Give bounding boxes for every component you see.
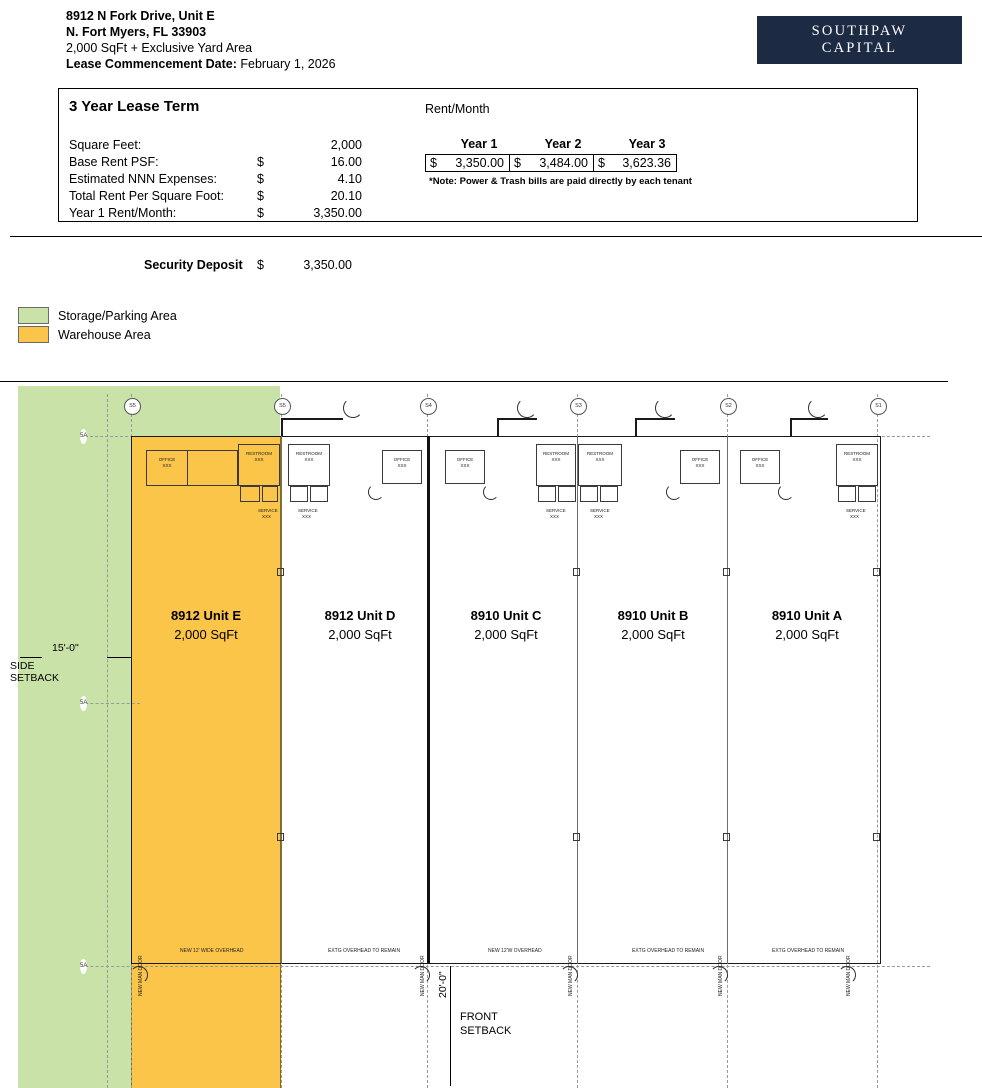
column-marker xyxy=(573,568,580,576)
lease-row-value: 20.10 xyxy=(330,189,362,203)
entry-door-swing xyxy=(343,398,363,418)
document-header xyxy=(0,0,982,272)
office-door-swing xyxy=(778,484,794,500)
dimension-line-vertical xyxy=(450,966,451,1086)
office-label: OFFICE xyxy=(158,457,176,462)
lease-row-value: 4.10 xyxy=(337,172,362,186)
lease-row xyxy=(69,154,369,171)
year-header-1: Year 1 xyxy=(460,137,498,151)
utility-note: *Note: Power & Trash bills are paid directly by each tenant xyxy=(429,176,692,187)
lease-row xyxy=(69,205,369,222)
entry-wall xyxy=(635,418,637,436)
demising-wall-c-b xyxy=(577,436,578,964)
lease-commencement-value: February 1, 2026 xyxy=(240,57,336,71)
column-marker xyxy=(277,568,284,576)
lease-row-currency: $ xyxy=(257,172,264,186)
service-number-b: XXX xyxy=(594,514,604,519)
side-setback-label xyxy=(10,660,59,684)
plan-legend xyxy=(18,306,177,344)
unit-name: 8910 Unit C xyxy=(470,608,542,623)
unit-size: 2,000 SqFt xyxy=(174,627,238,642)
lease-term-title: 3 Year Lease Term xyxy=(69,98,200,115)
office-room-a xyxy=(740,450,780,484)
service-label-a: SERVICE xyxy=(846,508,866,513)
fixture-block-e xyxy=(240,486,260,502)
service-label-c: SERVICE xyxy=(546,508,566,513)
fixture-block-d xyxy=(290,486,308,502)
rent-currency: $ xyxy=(598,156,605,170)
demising-wall-d-c xyxy=(427,436,430,964)
service-number-a: XXX xyxy=(850,514,860,519)
service-number-c: XXX xyxy=(550,514,560,519)
front-setback-line-1: FRONT xyxy=(460,1011,498,1023)
service-label-d: SERVICE xyxy=(298,508,318,513)
southpaw-capital-logo xyxy=(757,16,962,64)
grid-bubble-s5: S5 xyxy=(124,398,141,415)
front-setback-line-2: SETBACK xyxy=(460,1025,512,1037)
man-door-note-c: NEW MAN DOOR xyxy=(568,955,574,996)
grid-bubble-5a-top: 5A xyxy=(80,429,87,444)
grid-bubble-s1: S1 xyxy=(870,398,887,415)
site-floor-plan xyxy=(0,378,982,1088)
year-header-2: Year 2 xyxy=(544,137,582,151)
logo-line-1: SOUTHPAW xyxy=(811,23,908,39)
rent-value: 3,350.00 xyxy=(455,156,504,170)
lease-row xyxy=(69,171,369,188)
year-header-3: Year 3 xyxy=(628,137,666,151)
lease-row-label: Base Rent PSF: xyxy=(69,155,159,169)
lease-summary-rows xyxy=(69,137,369,222)
office-number: XXX xyxy=(695,462,705,468)
entry-wall xyxy=(497,418,537,420)
office-room-d xyxy=(382,450,422,484)
restroom-number: XXX xyxy=(254,456,264,462)
office-number: XXX xyxy=(162,462,172,468)
unit-label-e xyxy=(131,606,281,644)
entry-door-swing xyxy=(517,398,537,418)
grid-bubble-5a-mid: 5A xyxy=(80,696,87,711)
logo-line-2: CAPITAL xyxy=(821,40,898,56)
fixture-block-d-2 xyxy=(310,486,328,502)
fixture-block-e-2 xyxy=(262,486,278,502)
restroom-number: XXX xyxy=(551,456,561,462)
rent-cell-year-1 xyxy=(425,154,509,172)
fixture-block-c xyxy=(538,486,556,502)
unit-label-d xyxy=(285,606,435,644)
entry-wall xyxy=(790,418,828,420)
column-marker xyxy=(723,568,730,576)
man-door-note-a: NEW MAN DOOR xyxy=(846,955,852,996)
restroom-a xyxy=(836,444,878,486)
service-label-b: SERVICE xyxy=(590,508,610,513)
overhead-note-b: EXTG OVERHEAD TO REMAIN xyxy=(632,948,705,954)
unit-size: 2,000 SqFt xyxy=(775,627,839,642)
rent-cell-year-3 xyxy=(593,154,677,172)
restroom-number: XXX xyxy=(595,456,605,462)
office-label: OFFICE xyxy=(751,457,769,462)
column-marker xyxy=(873,568,880,576)
entry-wall xyxy=(281,418,343,420)
entry-door-swing xyxy=(655,398,675,418)
man-door-note-d: NEW MAN DOOR xyxy=(420,955,426,996)
column-marker xyxy=(573,833,580,841)
lease-row-label: Total Rent Per Square Foot: xyxy=(69,189,224,203)
office-door-swing xyxy=(666,484,682,500)
office-label: OFFICE xyxy=(691,457,709,462)
lease-row xyxy=(69,137,369,154)
demising-wall-b-a xyxy=(727,436,728,964)
fixture-block-c-2 xyxy=(558,486,576,502)
entry-wall xyxy=(635,418,675,420)
entry-wall xyxy=(497,418,499,436)
office-number: XXX xyxy=(755,462,765,468)
legend-label-warehouse: Warehouse Area xyxy=(58,327,151,342)
security-deposit-currency: $ xyxy=(257,258,264,272)
lease-row xyxy=(69,188,369,205)
man-door-note-e: NEW MAN DOOR xyxy=(138,955,144,996)
lease-commencement-label: Lease Commencement Date: xyxy=(66,57,237,71)
restroom-label: RESTROOM xyxy=(843,451,870,456)
service-number-d: XXX xyxy=(302,514,312,519)
grid-bubble-s2: S2 xyxy=(720,398,737,415)
fixture-block-b-2 xyxy=(600,486,618,502)
office-label: OFFICE xyxy=(393,457,411,462)
fixture-block-a xyxy=(838,486,856,502)
entry-door-swing xyxy=(808,398,828,418)
rent-value: 3,623.36 xyxy=(622,156,671,170)
plan-top-divider xyxy=(0,381,948,382)
overhead-note-c: NEW 12'W OVERHEAD xyxy=(488,948,542,954)
side-setback-line-2: SETBACK xyxy=(10,672,60,684)
lease-commencement-row xyxy=(66,56,336,72)
rent-cell-year-2 xyxy=(509,154,593,172)
demising-wall-e-d xyxy=(281,436,282,964)
restroom-e xyxy=(238,444,280,486)
office-room-c xyxy=(445,450,485,484)
side-setback-dimension: 15'-0" xyxy=(52,642,79,654)
restroom-label: RESTROOM xyxy=(542,451,569,456)
office-door-swing xyxy=(483,484,499,500)
lease-terms-box xyxy=(58,88,918,222)
unit-name: 8910 Unit A xyxy=(771,608,843,623)
overhead-note-d: EXTG OVERHEAD TO REMAIN xyxy=(328,948,401,954)
unit-label-c xyxy=(431,606,581,644)
rent-currency: $ xyxy=(430,156,437,170)
service-label-e: SERVICE xyxy=(258,508,278,513)
address-line-3: 2,000 SqFt + Exclusive Yard Area xyxy=(66,41,253,55)
unit-size: 2,000 SqFt xyxy=(474,627,538,642)
overhead-note-a: EXTG OVERHEAD TO REMAIN xyxy=(772,948,845,954)
legend-label-storage: Storage/Parking Area xyxy=(58,308,177,323)
front-setback-label xyxy=(460,1010,511,1038)
grid-line-vertical xyxy=(107,394,108,1088)
grid-bubble-s3: S3 xyxy=(570,398,587,415)
building-outline xyxy=(131,436,881,964)
unit-name: 8910 Unit B xyxy=(617,608,689,623)
lease-row-label: Square Feet: xyxy=(69,138,142,152)
security-deposit-label: Security Deposit xyxy=(144,258,243,272)
grid-line-horizontal xyxy=(80,966,140,967)
fixture-block-b xyxy=(580,486,598,502)
legend-swatch-warehouse xyxy=(18,326,49,343)
office-number: XXX xyxy=(460,462,470,468)
address-line-2: N. Fort Myers, FL 33903 xyxy=(66,25,207,39)
address-line-1: 8912 N Fork Drive, Unit E xyxy=(66,9,215,23)
unit-name: 8912 Unit D xyxy=(324,608,396,623)
office-room-b xyxy=(680,450,720,484)
grid-bubble-5a-bot: 5A xyxy=(80,959,87,974)
column-marker xyxy=(873,833,880,841)
annual-rent-cells xyxy=(425,154,677,172)
lease-row-currency: $ xyxy=(257,189,264,203)
rent-currency: $ xyxy=(514,156,521,170)
unit-name: 8912 Unit E xyxy=(170,608,242,623)
restroom-number: XXX xyxy=(304,456,314,462)
lease-row-value: 16.00 xyxy=(330,155,362,169)
lease-row-label: Year 1 Rent/Month: xyxy=(69,206,177,220)
unit-label-b xyxy=(578,606,728,644)
legend-swatch-storage xyxy=(18,307,49,324)
entry-wall xyxy=(790,418,792,436)
legend-item-warehouse xyxy=(18,325,177,344)
unit-size: 2,000 SqFt xyxy=(328,627,392,642)
unit-size: 2,000 SqFt xyxy=(621,627,685,642)
grid-bubble-s5b: S5 xyxy=(274,398,291,415)
lease-row-value: 3,350.00 xyxy=(313,206,362,220)
service-number-e: XXX xyxy=(262,514,272,519)
unit-label-a xyxy=(732,606,882,644)
overhead-note-e: NEW 12' WIDE OVERHEAD xyxy=(180,948,244,954)
column-marker xyxy=(277,833,284,841)
office-room-e-2 xyxy=(188,450,238,486)
security-deposit-row xyxy=(144,258,352,274)
side-setback-line-1: SIDE xyxy=(10,660,35,672)
property-address-block xyxy=(66,8,336,72)
restroom-label: RESTROOM xyxy=(295,451,322,456)
year-headers xyxy=(429,137,689,153)
restroom-number: XXX xyxy=(852,456,862,462)
entry-wall xyxy=(281,418,283,436)
lease-row-label: Estimated NNN Expenses: xyxy=(69,172,217,186)
lease-row-currency: $ xyxy=(257,155,264,169)
rent-value: 3,484.00 xyxy=(539,156,588,170)
front-setback-dimension: 20'-0" xyxy=(437,971,449,998)
office-number: XXX xyxy=(397,462,407,468)
security-deposit-value: 3,350.00 xyxy=(303,258,352,272)
lease-row-value: 2,000 xyxy=(330,138,362,152)
office-room-e xyxy=(146,450,188,486)
fixture-block-a-2 xyxy=(858,486,876,502)
office-door-swing xyxy=(368,484,384,500)
restroom-c xyxy=(536,444,576,486)
lease-row-currency: $ xyxy=(257,206,264,220)
restroom-label: RESTROOM xyxy=(245,451,272,456)
restroom-label: RESTROOM xyxy=(586,451,613,456)
grid-line-horizontal xyxy=(140,966,930,967)
rent-per-month-label: Rent/Month xyxy=(425,102,490,116)
column-marker xyxy=(723,833,730,841)
dimension-arrow xyxy=(107,657,131,658)
dimension-arrow xyxy=(20,657,42,658)
man-door-note-b: NEW MAN DOOR xyxy=(718,955,724,996)
grid-bubble-s4: S4 xyxy=(420,398,437,415)
restroom-b xyxy=(578,444,622,486)
legend-item-storage xyxy=(18,306,177,325)
office-label: OFFICE xyxy=(456,457,474,462)
restroom-d xyxy=(288,444,330,486)
